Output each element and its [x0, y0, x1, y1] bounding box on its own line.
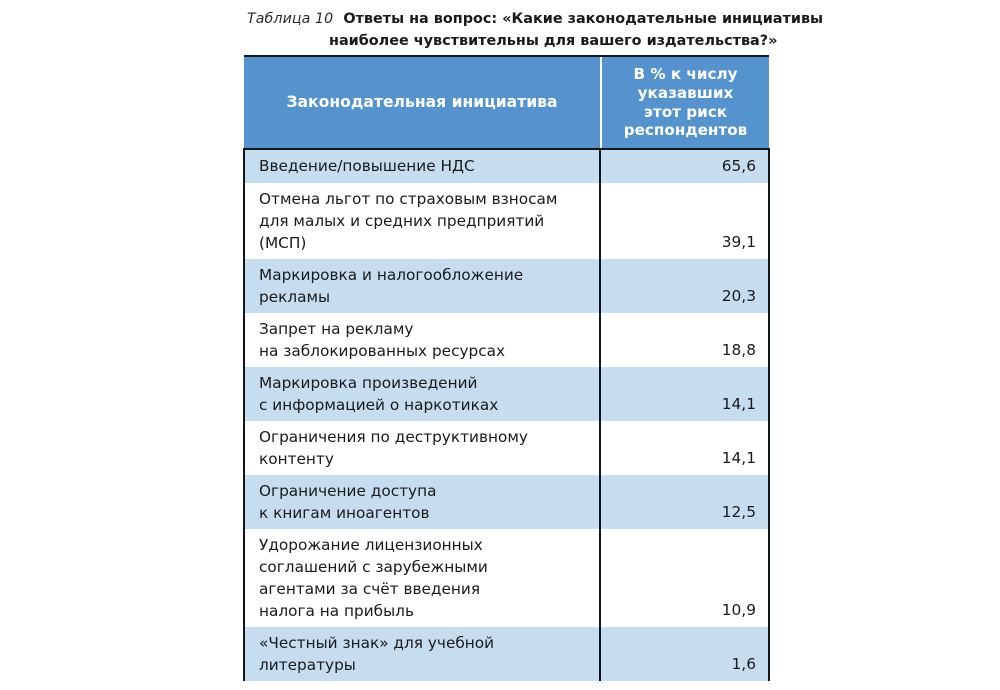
cell-percent-value: 14,1 — [600, 421, 769, 475]
column-header-percent-line-2: указавших — [637, 83, 734, 102]
caption-title-line-2: наиболее чувствительны для вашего издательства?» — [329, 33, 778, 49]
cell-percent-value: 20,3 — [600, 259, 769, 313]
column-header-percent-text — [600, 57, 769, 148]
cell-initiative-line: Запрет на рекламу — [259, 320, 414, 339]
cell-percent-value: 12,5 — [600, 475, 769, 529]
cell-initiative-line: для малых и средних предприятий — [259, 212, 545, 231]
column-header-percent-line-3: этот риск — [643, 102, 728, 121]
table-row — [244, 183, 769, 259]
caption-first-line — [0, 8, 1000, 27]
table-body — [244, 149, 769, 681]
cell-initiative-line: соглашений с зарубежными — [259, 558, 488, 577]
cell-initiative-line: «Честный знак» для учебной — [259, 634, 495, 653]
table-row — [244, 529, 769, 627]
column-header-initiative-text: Законодательная инициатива — [286, 92, 558, 111]
cell-initiative — [244, 313, 600, 367]
column-header-percent — [600, 56, 769, 149]
cell-percent-value: 14,1 — [600, 367, 769, 421]
table-row — [244, 149, 769, 183]
cell-initiative-line: к книгам иноагентов — [259, 504, 430, 523]
cell-initiative — [244, 183, 600, 259]
cell-initiative — [244, 627, 600, 681]
caption-second-line — [0, 30, 1000, 49]
column-header-percent-line-1: В % к числу — [633, 65, 738, 84]
cell-initiative — [244, 529, 600, 627]
table-row — [244, 313, 769, 367]
table-row — [244, 367, 769, 421]
caption-title-line-1: Ответы на вопрос: «Какие законодательные инициативы — [343, 11, 824, 27]
table-row — [244, 627, 769, 681]
cell-initiative-line: налога на прибыль — [259, 602, 414, 621]
table-row — [244, 259, 769, 313]
cell-initiative-line: с информацией о наркотиках — [259, 396, 499, 415]
cell-initiative — [244, 475, 600, 529]
table-row — [244, 475, 769, 529]
cell-initiative-line: Ограничение доступа — [259, 482, 437, 501]
cell-initiative-line: Маркировка и налогообложение — [259, 266, 524, 285]
cell-initiative-line: (МСП) — [259, 234, 307, 253]
table-caption — [0, 8, 1000, 49]
column-header-percent-line-4: респондентов — [623, 121, 748, 140]
table-header-row — [244, 56, 769, 149]
cell-percent-value: 65,6 — [600, 149, 769, 183]
cell-percent-value: 39,1 — [600, 183, 769, 259]
cell-percent-value: 1,6 — [600, 627, 769, 681]
cell-initiative-line: Введение/повышение НДС — [259, 157, 475, 175]
cell-initiative — [244, 367, 600, 421]
cell-initiative-line: Отмена льгот по страховым взносам — [259, 190, 558, 209]
cell-percent-value: 10,9 — [600, 529, 769, 627]
cell-initiative-line: Маркировка произведений — [259, 374, 478, 393]
cell-initiative — [244, 259, 600, 313]
cell-initiative-line: Удорожание лицензионных — [259, 536, 483, 555]
cell-initiative — [244, 421, 600, 475]
cell-initiative-line: агентами за счёт введения — [259, 580, 481, 599]
cell-initiative-line: рекламы — [259, 288, 331, 307]
data-table — [243, 55, 770, 681]
cell-initiative-line: Ограничения по деструктивному — [259, 428, 528, 447]
table-number-label: Таблица 10 — [247, 11, 334, 27]
table-row — [244, 421, 769, 475]
table-header — [244, 56, 769, 149]
cell-percent-value: 18,8 — [600, 313, 769, 367]
cell-initiative-line: литературы — [259, 656, 356, 675]
cell-initiative-line: контенту — [259, 450, 334, 469]
data-table-container — [243, 55, 768, 681]
cell-initiative-line: на заблокированных ресурсах — [259, 342, 506, 361]
column-header-initiative — [244, 56, 600, 149]
cell-initiative — [244, 149, 600, 183]
